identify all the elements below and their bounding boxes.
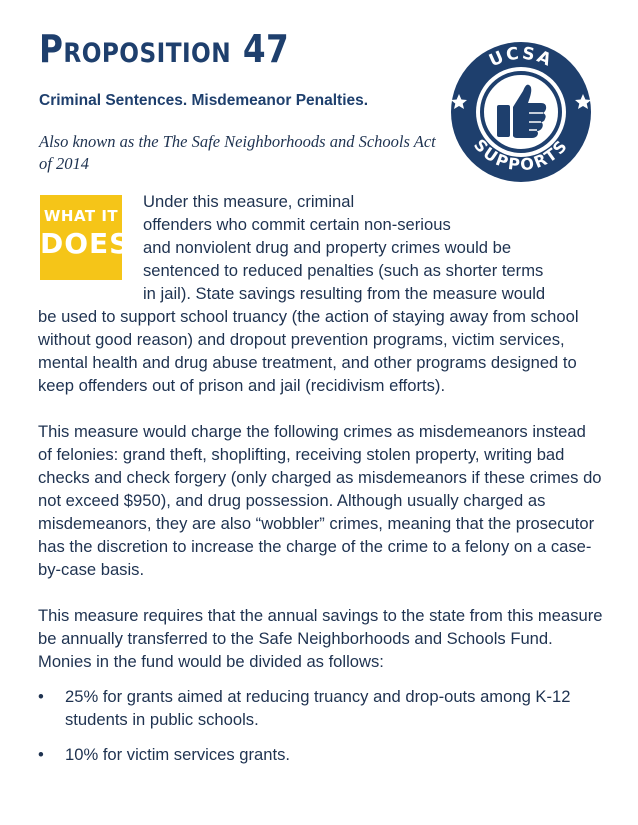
list-item: • 25% for grants aimed at reducing truancy and drop-outs among K-12 students in public schools. [38, 685, 603, 731]
page-title: Proposition 47 [39, 27, 290, 71]
p1-line-3: and nonviolent drug and property crimes would be [143, 238, 512, 257]
paragraph-2: This measure would charge the following crimes as misdemeanors instead of felonies: grand theft, shoplifting, receiving stolen property, writing bad checks and check forgery (only charged as misdemeanors if these crimes do not exceed $950), and drug possession. Although usually charged as misdemeanors, they are also “wobbler” crimes, meaning that the prosecutor has the discretion to increase the charge of the crime to a felony on a case-by-case basis. [38, 422, 602, 579]
paragraph-1 [38, 190, 603, 397]
list-item: • 10% for victim services grants. [38, 743, 603, 766]
what-it-label: WHAT IT [43, 207, 119, 225]
paragraph-3: This measure requires that the annual savings to the state from this measure be annually transferred to the Safe Neighborhoods and Schools Fund. Monies in the fund would be divided as follows: [38, 606, 603, 671]
p1-line-1: Under this measure, criminal [143, 192, 355, 211]
allocation-list [38, 685, 603, 766]
badge-bottom-text: SUPPORTS [470, 135, 572, 175]
body-text [38, 190, 603, 778]
does-label: DOES [40, 227, 131, 260]
p1-rest: be used to support school truancy (the action of staying away from school without good reason) and dropout prevention programs, victim services, mental health and drug abuse treatment, and other programs designed to keep offenders out of prison and jail (recidivism efforts). [38, 307, 579, 395]
ucsa-supports-badge [437, 39, 605, 185]
p1-line-4: sentenced to reduced penalties (such as shorter terms [143, 261, 544, 280]
p1-line-2: offenders who commit certain non-serious [143, 215, 451, 234]
p1-line-5: in jail). State savings resulting from the measure would [143, 284, 546, 303]
also-known-as: Also known as the The Safe Neighborhoods and Schools Act of 2014 [39, 132, 436, 173]
badge-top-text: UCSA [486, 43, 556, 72]
page-subtitle: Criminal Sentences. Misdemeanor Penalties. [39, 92, 369, 109]
